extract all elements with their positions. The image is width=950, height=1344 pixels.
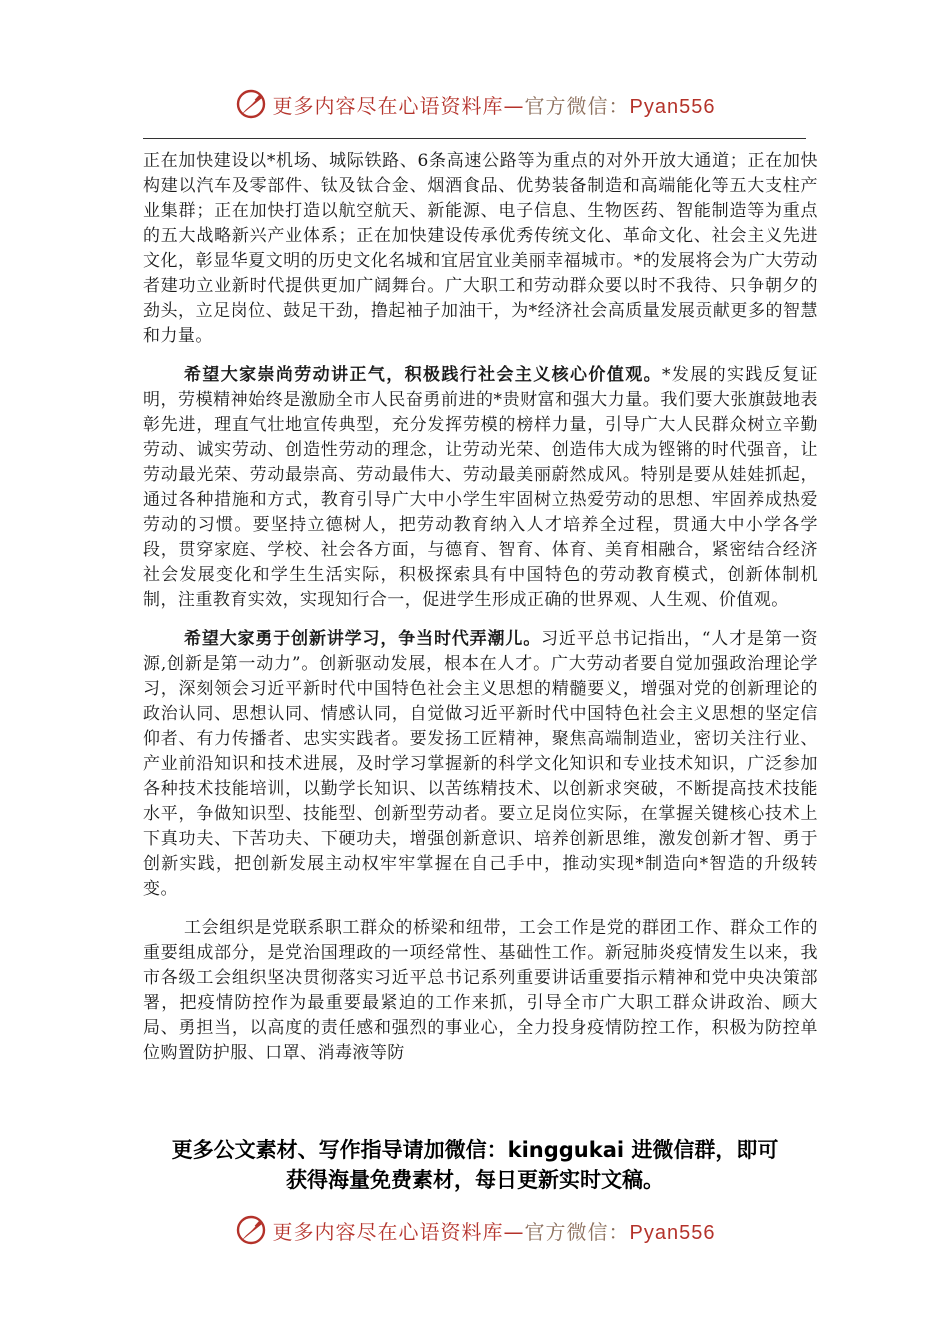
header-watermark-text	[273, 90, 716, 119]
paragraph-lead: 希望大家崇尚劳动讲正气，积极践行社会主义核心价值观。	[184, 365, 662, 385]
paragraph-2	[143, 363, 818, 613]
paragraph-text: 习近平总书记指出，“人才是第一资源,创新是第一动力”。创新驱动发展，根本在人才。广大劳动者要自觉加强政治理论学习，深刻领会习近平新时代中国特色社会主义思想的精髓要义，增强对党的创新理论的政治认同、思想认同、情感认同，自觉做习近平新时代中国特色社会主义思想的坚定信仰者、有力传播者、忠实实践者。要发扬工匠精神，聚焦高端制造业，密切关注行业、产业前沿知识和技术进展，及时学习掌握新的科学文化知识和专业技术知识，广泛参加各种技术技能培训，以勤学长知识、以苦练精技术、以创新求突破，不断提高技术技能水平，争做知识型、技能型、创新型劳动者。要立足岗位实际，在掌握关键核心技术上下真功夫、下苦功夫、下硬功夫，增强创新意识、培养创新思维，激发创新才智、勇于创新实践，把创新发展主动权牢牢掌握在自己手中，推动实现*制造向*智造的升级转变。	[143, 629, 818, 899]
paragraph-1	[143, 149, 818, 349]
header-watermark	[0, 82, 950, 126]
watermark-official-label: 官方微信：	[524, 1219, 630, 1244]
footer-watermark-text	[273, 1216, 716, 1245]
paragraph-text: *发展的实践反复证明，劳模精神始终是激励全市人民奋勇前进的*贵财富和强大力量。我们要大张旗鼓地表彰先进，理直气壮地宣传典型，充分发挥劳模的榜样力量，引导广大人民群众树立辛勤劳动、诚实劳动、创造性劳动的理念，让劳动光荣、创造伟大成为铿锵的时代强音，让劳动最光荣、劳动最崇高、劳动最伟大、劳动最美丽蔚然成风。特别是要从娃娃抓起，通过各种措施和方式，教育引导广大中小学生牢固树立热爱劳动的思想、牢固养成热爱劳动的习惯。要坚持立德树人，把劳动教育纳入人才培养全过程，贯通大中小学各学段，贯穿家庭、学校、社会各方面，与德育、智育、体育、美育相融合，紧密结合经济社会发展变化和学生生活实际，积极探索具有中国特色的劳动教育模式，创新体制机制，注重教育实效，实现知行合一，促进学生形成正确的世界观、人生观、价值观。	[143, 365, 818, 610]
promo-line-2: 获得海量免费素材，每日更新实时文稿。	[286, 1168, 664, 1192]
header-divider	[143, 138, 806, 139]
watermark-wechat-id: Pyan556	[629, 1221, 716, 1244]
paragraph-text: 正在加快建设以*机场、城际铁路、6条高速公路等为重点的对外开放大通道；正在加快构建以汽车及零部件、钛及钛合金、烟酒食品、优势装备制造和高端能化等五大支柱产业集群；正在加快打造以航空航天、新能源、电子信息、生物医药、智能制造等为重点的五大战略新兴产业体系；正在加快建设传承优秀传统文化、革命文化、社会主义先进文化，彰显华夏文明的历史文化名城和宜居宜业美丽幸福城市。*的发展将会为广大劳动者建功立业新时代提供更加广阔舞台。广大职工和劳动群众要以时不我待、只争朝夕的劲头，立足岗位、鼓足干劲，撸起袖子加油干，为*经济社会高质量发展贡献更多的智慧和力量。	[143, 151, 818, 346]
promo-line-1: 更多公文素材、写作指导请加微信：kinggukai 进微信群，即可	[171, 1138, 779, 1162]
watermark-wechat-id: Pyan556	[629, 95, 716, 118]
paragraph-4	[143, 916, 818, 1066]
quill-pen-logo-icon	[235, 88, 267, 120]
watermark-brand: 更多内容尽在心语资料库	[272, 1219, 504, 1244]
watermark-separator: —	[503, 93, 525, 118]
paragraph-3	[143, 627, 818, 902]
footer-watermark	[0, 1208, 950, 1252]
watermark-official-label: 官方微信：	[524, 93, 630, 118]
document-body	[143, 149, 818, 1080]
paragraph-lead: 希望大家勇于创新讲学习，争当时代弄潮儿。	[184, 629, 542, 649]
quill-pen-logo-icon	[235, 1214, 267, 1246]
watermark-separator: —	[503, 1219, 525, 1244]
promo-notice	[120, 1135, 830, 1195]
watermark-brand: 更多内容尽在心语资料库	[272, 93, 504, 118]
paragraph-text: 工会组织是党联系职工群众的桥梁和纽带，工会工作是党的群团工作、群众工作的重要组成部分，是党治国理政的一项经常性、基础性工作。新冠肺炎疫情发生以来，我市各级工会组织坚决贯彻落实习近平总书记系列重要讲话重要指示精神和党中央决策部署，把疫情防控作为最重要最紧迫的工作来抓，引导全市广大职工群众讲政治、顾大局、勇担当，以高度的责任感和强烈的事业心，全力投身疫情防控工作，积极为防控单位购置防护服、口罩、消毒液等防	[143, 918, 818, 1063]
